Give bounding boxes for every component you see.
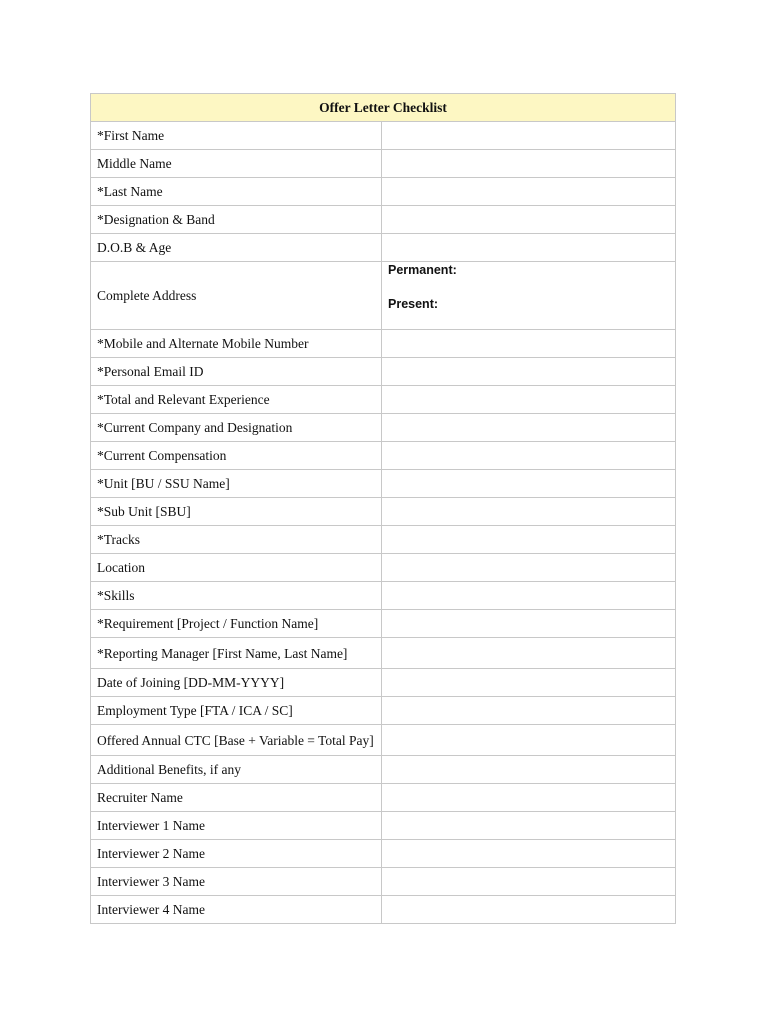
present-address-label: Present: [388, 297, 439, 311]
table-row-total-and-relevant-experience [91, 386, 676, 414]
checklist-title: Offer Letter Checklist [91, 94, 676, 122]
field-label-text: Interviewer 2 Name [97, 846, 205, 861]
field-label-employment-type-fta-ica-sc [91, 697, 382, 725]
table-row-location [91, 554, 676, 582]
field-label-text: Additional Benefits, if any [97, 762, 241, 777]
field-value-reporting-manager-first-name-last-name[interactable] [382, 638, 676, 669]
table-row-personal-email-id [91, 358, 676, 386]
field-value-unit-bu-ssu-name[interactable] [382, 470, 676, 498]
field-label-interviewer-3-name [91, 868, 382, 896]
field-label-text: *Current Company and Designation [97, 420, 293, 435]
field-label-text: Recruiter Name [97, 790, 183, 805]
field-label-text: Offered Annual CTC [Base + Variable = Total Pay] [97, 732, 374, 748]
field-label-requirement-project-function-name [91, 610, 382, 638]
table-row-additional-benefits-if-any [91, 756, 676, 784]
table-row-sub-unit-sbu [91, 498, 676, 526]
field-label-personal-email-id [91, 358, 382, 386]
table-row-last-name [91, 178, 676, 206]
field-label-interviewer-1-name [91, 812, 382, 840]
field-label-reporting-manager-first-name-last-name [91, 638, 382, 669]
field-label-middle-name [91, 150, 382, 178]
field-label-text: *Tracks [97, 532, 141, 547]
table-row-current-compensation [91, 442, 676, 470]
field-value-mobile-and-alternate-mobile-number[interactable] [382, 330, 676, 358]
field-value-interviewer-4-name[interactable] [382, 896, 676, 924]
field-label-recruiter-name [91, 784, 382, 812]
field-label-text: Interviewer 4 Name [97, 902, 205, 917]
table-row-middle-name [91, 150, 676, 178]
checklist-rows-bottom [91, 330, 676, 924]
field-label-sub-unit-sbu [91, 498, 382, 526]
field-label-text: *Requirement [Project / Function Name] [97, 616, 319, 631]
table-row-offered-annual-ctc-base-variable-total-pay [91, 725, 676, 756]
field-label-offered-annual-ctc-base-variable-total-pay [91, 725, 382, 756]
field-label-current-company-and-designation [91, 414, 382, 442]
field-value-additional-benefits-if-any[interactable] [382, 756, 676, 784]
field-value-last-name[interactable] [382, 178, 676, 206]
field-label-text: *Personal Email ID [97, 364, 204, 379]
field-label-last-name [91, 178, 382, 206]
field-label-text: Location [97, 560, 145, 575]
table-row-requirement-project-function-name [91, 610, 676, 638]
field-label-text: Employment Type [FTA / ICA / SC] [97, 703, 293, 718]
field-label-text: *Designation & Band [97, 212, 215, 227]
field-label-additional-benefits-if-any [91, 756, 382, 784]
field-label-tracks [91, 526, 382, 554]
field-label-text: Middle Name [97, 156, 172, 171]
permanent-address-label: Permanent: [388, 263, 457, 277]
field-label-location [91, 554, 382, 582]
field-label-text: *Mobile and Alternate Mobile Number [97, 336, 309, 351]
offer-letter-checklist-table [90, 93, 676, 924]
field-label-interviewer-4-name [91, 896, 382, 924]
complete-address-label: Complete Address [97, 288, 197, 303]
field-label-interviewer-2-name [91, 840, 382, 868]
field-label-text: *Reporting Manager [First Name, Last Name] [97, 645, 348, 661]
table-row-interviewer-1-name [91, 812, 676, 840]
table-row-current-company-and-designation [91, 414, 676, 442]
field-label-current-compensation [91, 442, 382, 470]
field-label-text: *Unit [BU / SSU Name] [97, 476, 230, 491]
table-row-complete-address [91, 262, 676, 330]
field-label-text: D.O.B & Age [97, 240, 172, 255]
field-label-text: *Skills [97, 588, 135, 603]
field-label-first-name [91, 122, 382, 150]
field-label-total-and-relevant-experience [91, 386, 382, 414]
field-value-total-and-relevant-experience[interactable] [382, 386, 676, 414]
field-label-designation-band [91, 206, 382, 234]
field-label-text: *Total and Relevant Experience [97, 392, 270, 407]
field-label-text: Interviewer 3 Name [97, 874, 205, 889]
table-row-tracks [91, 526, 676, 554]
table-row-date-of-joining-dd-mm-yyyy [91, 669, 676, 697]
table-row-interviewer-2-name [91, 840, 676, 868]
field-value-offered-annual-ctc-base-variable-total-pay[interactable] [382, 725, 676, 756]
field-value-first-name[interactable] [382, 122, 676, 150]
table-row-skills [91, 582, 676, 610]
table-row-recruiter-name [91, 784, 676, 812]
field-value-date-of-joining-dd-mm-yyyy[interactable] [382, 669, 676, 697]
table-row-employment-type-fta-ica-sc [91, 697, 676, 725]
field-label-text: Date of Joining [DD-MM-YYYY] [97, 675, 285, 690]
field-label-d-o-b-age [91, 234, 382, 262]
field-value-middle-name[interactable] [382, 150, 676, 178]
table-row-interviewer-4-name [91, 896, 676, 924]
field-value-complete-address[interactable] [382, 262, 676, 330]
field-value-requirement-project-function-name[interactable] [382, 610, 676, 638]
field-value-recruiter-name[interactable] [382, 784, 676, 812]
field-value-skills[interactable] [382, 582, 676, 610]
table-row-d-o-b-age [91, 234, 676, 262]
checklist-address-section [91, 262, 676, 330]
field-value-employment-type-fta-ica-sc[interactable] [382, 697, 676, 725]
field-value-designation-band[interactable] [382, 206, 676, 234]
table-row-unit-bu-ssu-name [91, 470, 676, 498]
field-label-complete-address [91, 262, 382, 330]
field-value-personal-email-id[interactable] [382, 358, 676, 386]
field-value-tracks[interactable] [382, 526, 676, 554]
table-row-reporting-manager-first-name-last-name [91, 638, 676, 669]
field-label-text: *First Name [97, 128, 165, 143]
field-label-unit-bu-ssu-name [91, 470, 382, 498]
table-row-mobile-and-alternate-mobile-number [91, 330, 676, 358]
field-value-sub-unit-sbu[interactable] [382, 498, 676, 526]
field-label-date-of-joining-dd-mm-yyyy [91, 669, 382, 697]
table-row-first-name [91, 122, 676, 150]
field-value-current-company-and-designation[interactable] [382, 414, 676, 442]
field-value-current-compensation[interactable] [382, 442, 676, 470]
table-row-interviewer-3-name [91, 868, 676, 896]
field-label-text: *Current Compensation [97, 448, 227, 463]
field-value-interviewer-3-name[interactable] [382, 868, 676, 896]
field-label-mobile-and-alternate-mobile-number [91, 330, 382, 358]
checklist-rows-top [91, 122, 676, 262]
field-value-interviewer-2-name[interactable] [382, 840, 676, 868]
field-value-interviewer-1-name[interactable] [382, 812, 676, 840]
field-label-text: *Sub Unit [SBU] [97, 504, 191, 519]
field-label-text: *Last Name [97, 184, 163, 199]
field-label-skills [91, 582, 382, 610]
field-label-text: Interviewer 1 Name [97, 818, 205, 833]
table-row-designation-band [91, 206, 676, 234]
field-value-d-o-b-age[interactable] [382, 234, 676, 262]
field-value-location[interactable] [382, 554, 676, 582]
